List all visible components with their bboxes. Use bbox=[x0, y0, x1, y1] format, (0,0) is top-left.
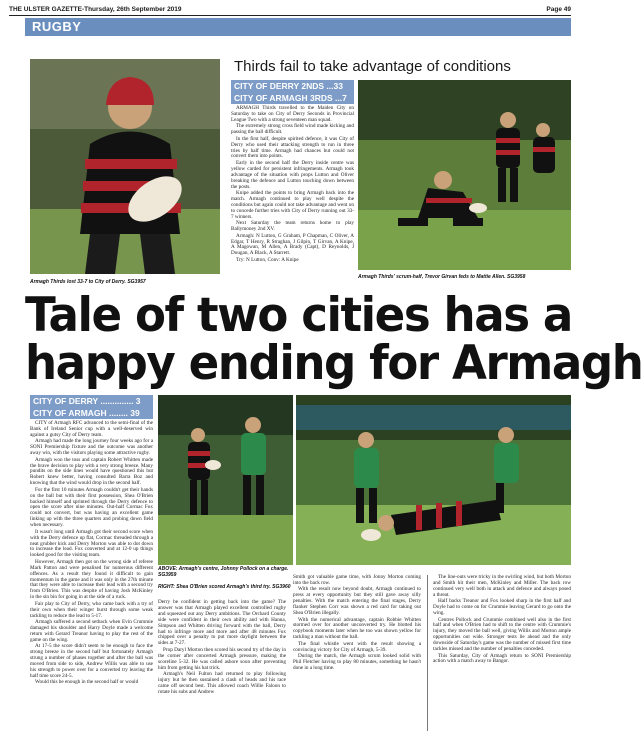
main-paragraph: The final whistle went with the result showing a convincing victory for City of Armagh, 5-39. bbox=[293, 640, 421, 653]
scrum-illustration bbox=[358, 80, 571, 270]
story1-paragraph: Try: N Lutton, Conv: A Knipe bbox=[236, 256, 299, 263]
story1-paragraph: In the first half, despite spirited defence, it was City of Derry who used their attacking strength to run in three tries by half time. Armagh had chances but could not convert them into points. bbox=[231, 135, 354, 160]
main-paragraph: It wasn't long until Armagh got their second score when with the Derry defence up flat, Cormac threaded through a neat grubber kick and Derry Morton was able to dot down to increase the lead. Fox converted and at 12-0 up things looked good for the visiting team. bbox=[30, 528, 153, 559]
main-paragraph: Would this be enough in the second half or would bbox=[35, 679, 139, 686]
main-column-3 bbox=[293, 575, 421, 731]
main-column-1 bbox=[30, 421, 153, 731]
main-paragraph: Fair play to City of Derry, who came back with a try of their own when their winger burst through some weak tackling to reduce the lead to 5-17. bbox=[30, 600, 153, 619]
try-illustration bbox=[296, 395, 571, 565]
main-score-derry: CITY OF DERRY .............. 3 bbox=[30, 395, 153, 407]
charge-illustration bbox=[158, 395, 293, 565]
main-paragraph: At 17-5 the score didn't seem to be enough to face the strong breeze in the second half but fortunately Armagh strung a number of phases together and after the ball was moved from side to side, Andrew Willis was able to use his strength to power over for a converted try leaving the half time score 24-5. bbox=[30, 643, 153, 679]
main-paragraph: CITY of Armagh RFC advanced to the semi-final of the Bank of Ireland Senior cup with a well-deserved win against a gutsy City of Derry team. bbox=[30, 420, 153, 438]
main-column-4 bbox=[433, 575, 571, 731]
main-paragraph: With the numerical advantage, captain Robbie Whitten stormed over for another unconverted try. He blotted his copybook moments later when he too was shown yellow for tackling a man without the ball. bbox=[293, 616, 421, 641]
player-illustration bbox=[30, 59, 220, 274]
main-paragraph: Prop Daryl Morton then scored his second try of the day in the corner after concerted Armagh pressure, making the scoreline 5-32. He was called ashore soon after preventing him from getting his hat trick. bbox=[158, 646, 286, 671]
main-paragraph: For the first 10 minutes Armagh couldn't get their hands on the ball but with their first possession, Shea O'Brien backed himself and sprinted through the Derry defence to open the score after nine minutes. Out-half Cormac Fox could not convert, but was having an excellent game linking up with the three quarters and probing down field when necessary. bbox=[30, 486, 153, 529]
story1-paragraph: ARMAGH Thirds travelled to the Maiden City on Saturday to take on City of Derry Seconds in Provincial League Two with a strong seventeen man squad. bbox=[231, 105, 354, 123]
story1-paragraph: The extremely strong cross field wind made kicking and passing the ball difficult. bbox=[231, 123, 354, 136]
main-score-armagh: CITY OF ARMAGH ........ 39 bbox=[30, 407, 153, 419]
photo-player-with-ball bbox=[30, 59, 220, 274]
main-paragraph: Half backs Treanor and Fox looked sharp in the first half and Doyle had to come on for Crummie leaving Gerard to go onto the wing. bbox=[433, 598, 571, 617]
story1-headline: Thirds fail to take advantage of conditions bbox=[234, 58, 511, 75]
page-header bbox=[9, 3, 571, 15]
photo3-caption: ABOVE: Armagh's centre, Johnny Pollock on a charge. SG3959 bbox=[158, 566, 289, 578]
photo-scrum-half bbox=[358, 80, 571, 270]
header-rule bbox=[9, 15, 571, 16]
publication-line: THE ULSTER GAZETTE-Thursday, 26th September 2019 bbox=[9, 5, 182, 13]
main-paragraph: With the result now beyond doubt, Armagh continued to press at every opportunity but they still gave away silly penalties. With the match entering the final stages, Derry flanker Stephen Corr was shown a red card for taking out Shea O'Brien illegally. bbox=[293, 586, 421, 617]
main-headline-line2: happy ending for Armagh bbox=[25, 336, 642, 391]
page-number: Page 49 bbox=[546, 5, 571, 13]
photo1-caption: Armagh Thirds lost 33-7 to City of Derry. SG3957 bbox=[30, 279, 146, 285]
section-label: RUGBY bbox=[32, 19, 82, 34]
story1-paragraph: Knipe added the points to bring Armagh back into the match. Armagh continued to play well despite the conditions but again could not take advantage and went on to concede further tries with City of Derry running out 33-7 winners. bbox=[231, 190, 354, 220]
story1-paragraph: Early in the second half the Derry inside centre was yellow carded for persistent infringements. Armagh took advantage of the situation with props Lutton and Oliver breaking the defence and Lutton touching down between the posts. bbox=[231, 159, 354, 190]
story1-paragraph: Next Saturday the team returns home to play Ballymoney 2nd XV. bbox=[231, 220, 354, 233]
photo-centre-charge bbox=[158, 395, 293, 565]
main-paragraph: Armagh suffered a second setback when Evin Crummie damaged his shoulder and Harry Doyle made a welcome return with Gerard Treanor having to play the rest of the game on the wing. bbox=[30, 619, 153, 643]
main-paragraph: Centres Pollock and Crummie combined well also in the first half and when O'Brien had to shift to the centre with Crummie's injury, they moved the ball well, giving Willis and Morton ample opportunities out wide. Stronger tests lie ahead and the only downside of Saturday's game was the number of missed first time tackles missed and the number of penalties conceded. bbox=[433, 616, 571, 653]
photo4-caption: RIGHT: Shea O'Brien scored Armagh's third try. SG3960 bbox=[158, 584, 291, 590]
main-paragraph: Smith got valuable game time, with Jonny Morton coming into the back row. bbox=[293, 574, 421, 586]
main-paragraph: This Saturday, City of Armagh return to SONI Premiership action with a match away to Bangor. bbox=[433, 652, 571, 665]
story1-score-armagh: CITY OF ARMAGH 3RDS ...7 bbox=[231, 92, 354, 104]
story1-score-derry: CITY OF DERRY 2NDS ...33 bbox=[231, 80, 354, 92]
story1-paragraph: Armagh: N Lutton, G Graham, P Chapman, C Oliver, A Edgar, T Henry, R Straghan, J Gilpin, T Girvan, A Knipe, A Magowan, M Allen, A Brady (Capt), D Reynolds, J Dougan, A Black, A Starrett. bbox=[231, 232, 354, 257]
main-paragraph: Armagh had made the long journey four weeks ago for a SONI Premiership fixture and the outcome was another away win, with the visitors playing some attractive rugby. bbox=[30, 438, 153, 457]
photo2-caption: Armagh Thirds' scrum-half, Trevor Girvan feds to Mattie Allen. SG3958 bbox=[358, 274, 526, 280]
story1-body bbox=[231, 106, 354, 282]
main-paragraph: Derry be confident in getting back into the game? The answer was that Armagh played excellent controlled rugby and squeezed out any Derry ambitions. The Orchard County side were confident in their own ability and with Hanna, Simpson and Whitten driving forward with the ball, Derry had to infringe more and more and after 48 minutes Fox chipped over a penalty to put more daylight between the sides at 7-27. bbox=[158, 599, 286, 647]
main-headline-line1: Tale of two cities has a bbox=[25, 288, 572, 343]
main-column-2 bbox=[158, 600, 286, 731]
main-paragraph: However, Armagh then got on the wrong side of referee Mark Patton and were penalised for numerous different offences. As a result they found it difficult to gain momentum in the game and it was only in the 27th minute that they were able to increase their lead with a second try from O'Brien. This was despite of having Josh McKinley in the sin bin for going in at the side of a ruck. bbox=[30, 558, 153, 601]
photo-try-scored bbox=[296, 395, 571, 565]
main-paragraph: The line-outs were tricky in the swirling wind, but both Morton and Smith hit their men, McKinley and Miller. The back row continued very well both in attack and defence and always posed a threat. bbox=[433, 574, 571, 598]
main-paragraph: Armagh's Neil Fulton had returned to play following injury but he then sustained a clash of heads and his race came off second best. This allowed coach Willie Faloon to rotate his subs and Andrew bbox=[158, 671, 286, 695]
main-paragraph: Armagh won the toss and captain Robert Whitten made the brave decision to play with a very strong breeze. Many pundits on the side lines would have questioned this but Robert knew better, having consulted Barra Boz and knowing that the wind would drop in the second half. bbox=[30, 456, 153, 487]
column-divider bbox=[427, 575, 428, 731]
main-paragraph: During the match, the Armagh scrum looked solid with Phil Fletcher having to play 80 minutes, something he hasn't done in a long time. bbox=[293, 653, 421, 671]
section-banner bbox=[25, 18, 571, 36]
